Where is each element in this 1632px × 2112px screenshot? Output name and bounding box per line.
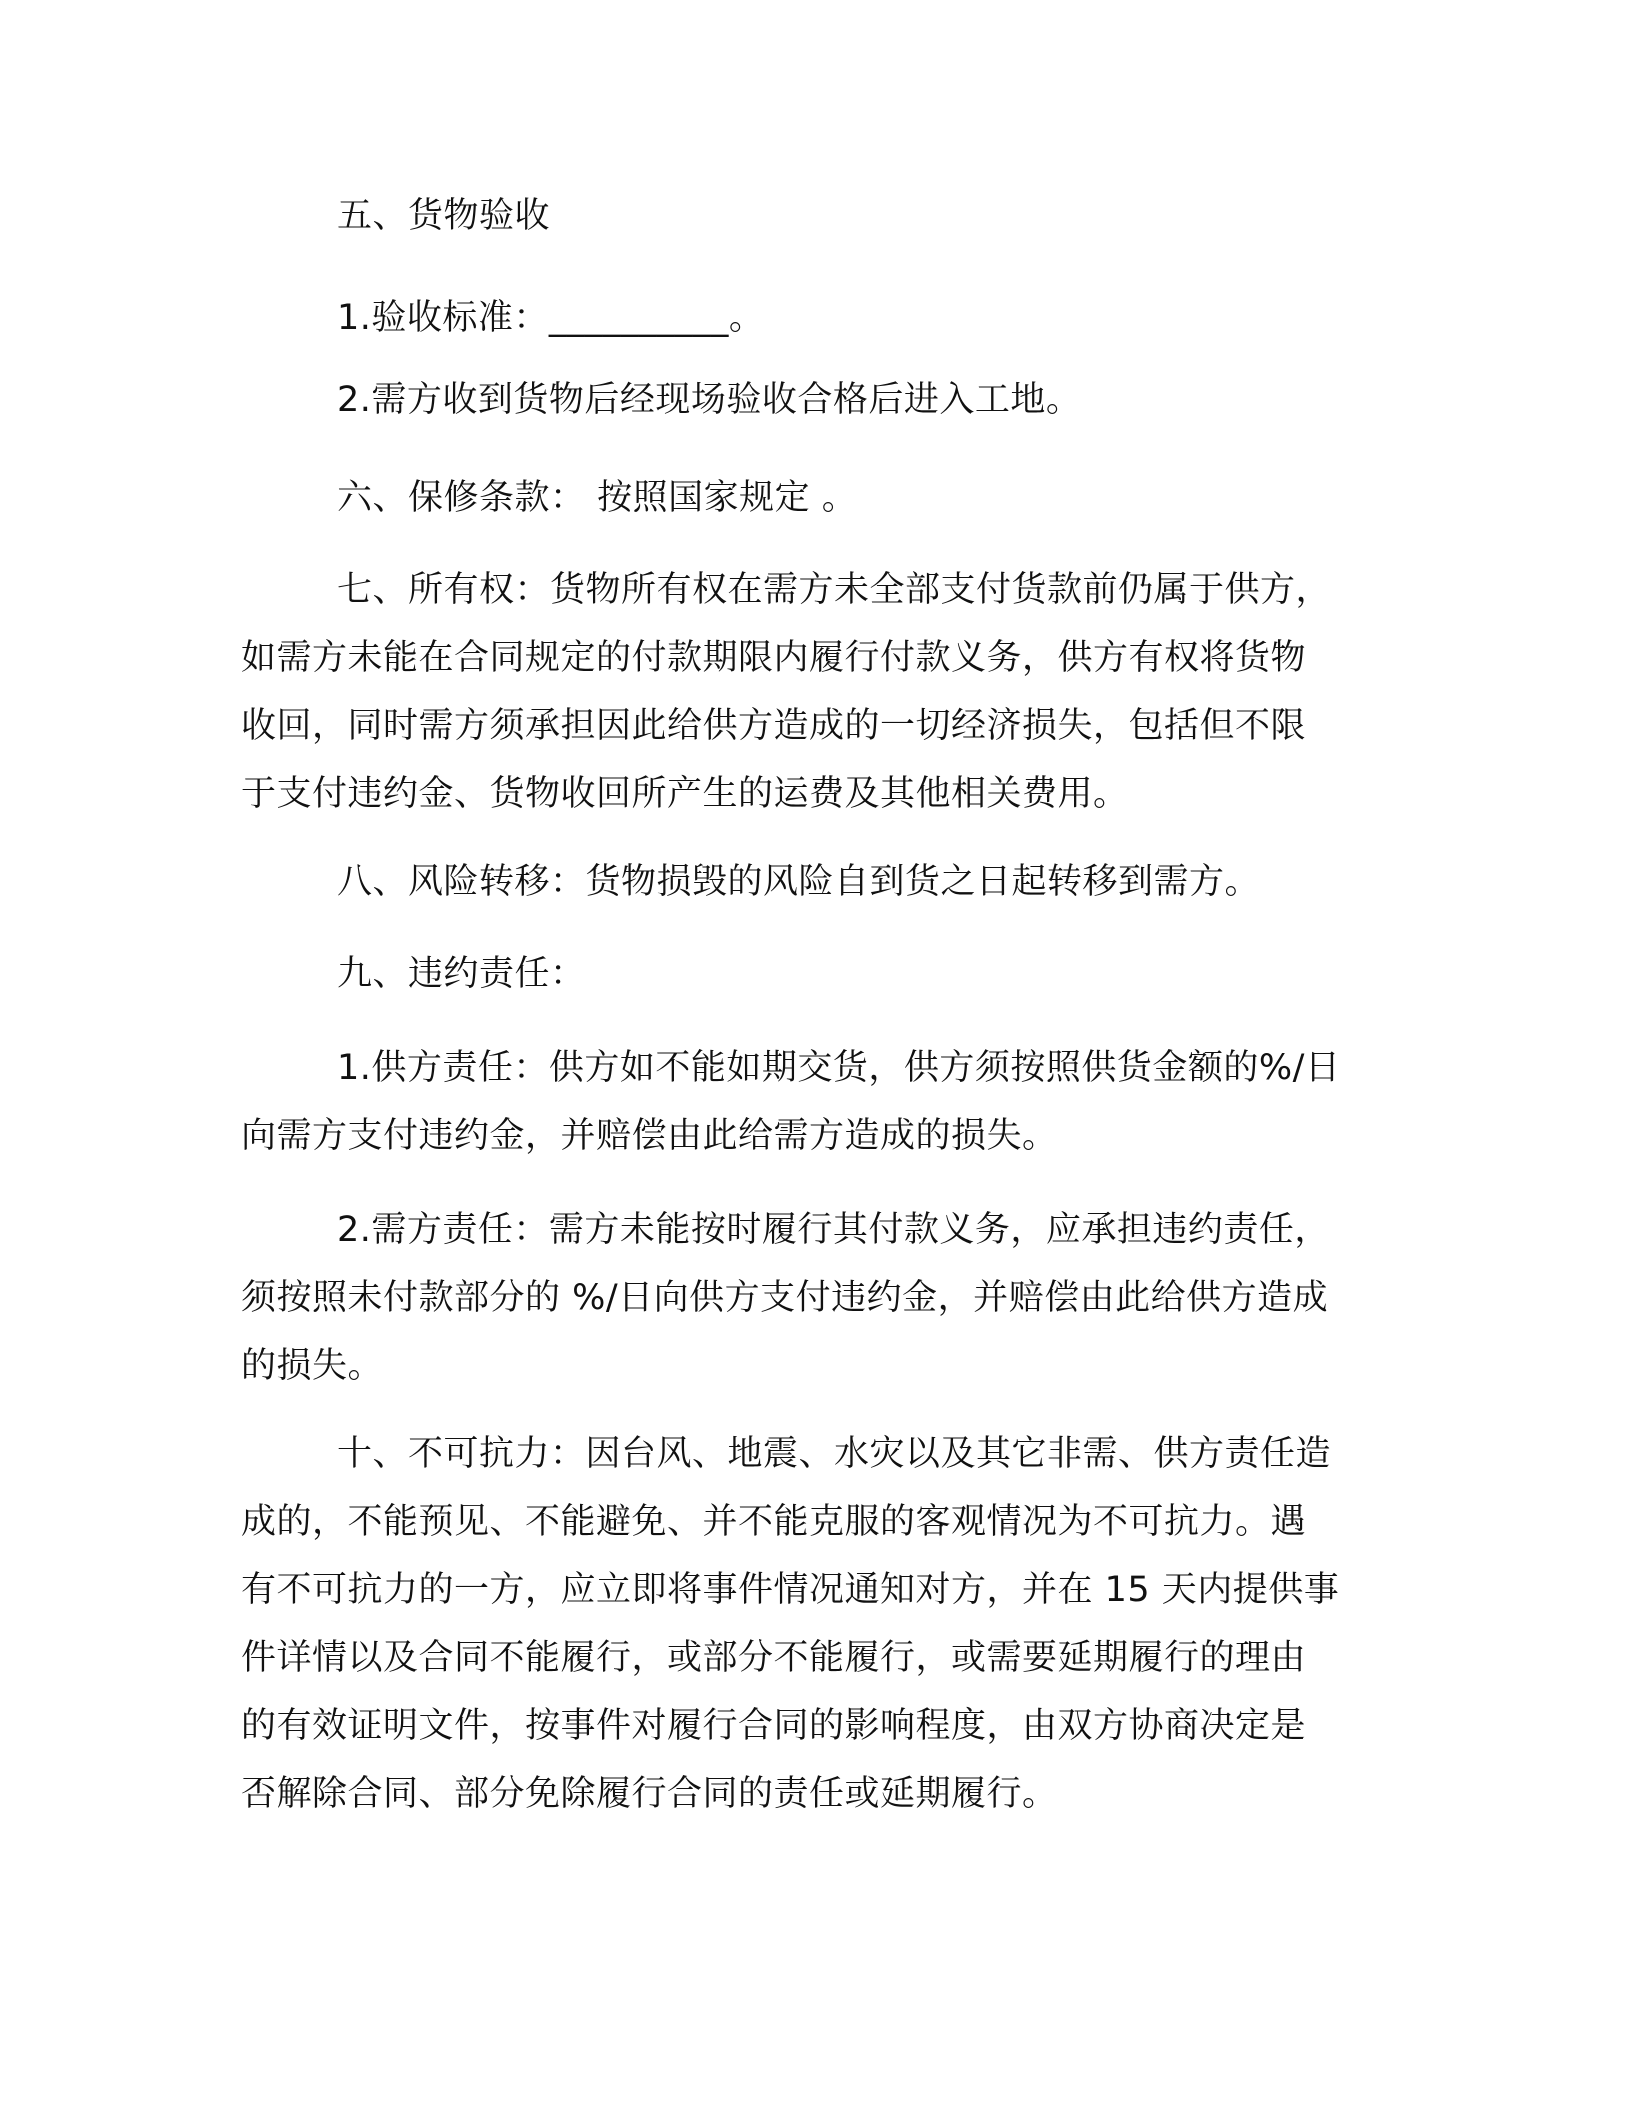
- text-line: 于支付违约金、货物收回所产生的运费及其他相关费用。: [241, 774, 1129, 814]
- text-line: 有不可抗力的一方，应立即将事件情况通知对方，并在 15 天内提供事: [241, 1570, 1340, 1610]
- section-9-item-1: [241, 1034, 1391, 1170]
- section-9-title: [241, 940, 1391, 1008]
- text-line: 收回，同时需方须承担因此给供方造成的一切经济损失，包括但不限: [241, 706, 1307, 746]
- section-10: [241, 1420, 1391, 1828]
- section-5-title: [241, 182, 1391, 250]
- section-6: [241, 464, 1391, 532]
- text-line: 的损失。: [241, 1346, 384, 1386]
- text-line: 七、所有权：货物所有权在需方未全部支付货款前仍属于供方，: [337, 570, 1332, 610]
- section-9-item-2: [241, 1196, 1391, 1400]
- text-line: 九、违约责任：: [337, 954, 586, 994]
- text-line: 须按照未付款部分的 %/日向供方支付违约金，并赔偿由此给供方造成: [241, 1278, 1329, 1318]
- text-line: 件详情以及合同不能履行，或部分不能履行，或需要延期履行的理由: [241, 1638, 1307, 1678]
- text-line: 如需方未能在合同规定的付款期限内履行付款义务，供方有权将货物: [241, 638, 1307, 678]
- section-5-item-2: [241, 366, 1391, 434]
- text-line: 八、风险转移：货物损毁的风险自到货之日起转移到需方。: [337, 862, 1261, 902]
- text-line: 的有效证明文件，按事件对履行合同的影响程度，由双方协商决定是: [241, 1706, 1307, 1746]
- text-line: 2.需方收到货物后经现场验收合格后进入工地。: [337, 380, 1082, 420]
- section-5-item-1: [241, 284, 1391, 352]
- text-line: 1.供方责任：供方如不能如期交货，供方须按照供货金额的%/日: [337, 1048, 1341, 1088]
- section-8: [241, 848, 1391, 916]
- text-line: 2.需方责任：需方未能按时履行其付款义务，应承担违约责任，: [337, 1210, 1330, 1250]
- text-line: 1.验收标准：__________。: [337, 298, 765, 338]
- text-line: 成的，不能预见、不能避免、并不能克服的客观情况为不可抗力。遇: [241, 1502, 1307, 1542]
- text-line: 否解除合同、部分免除履行合同的责任或延期履行。: [241, 1774, 1058, 1814]
- text-line: 向需方支付违约金，并赔偿由此给需方造成的损失。: [241, 1116, 1058, 1156]
- text-line: 十、不可抗力：因台风、地震、水灾以及其它非需、供方责任造: [337, 1434, 1332, 1474]
- section-7: [241, 556, 1391, 828]
- text-line: 五、货物验收: [337, 196, 551, 236]
- text-line: 六、保修条款： 按照国家规定 。: [337, 478, 858, 518]
